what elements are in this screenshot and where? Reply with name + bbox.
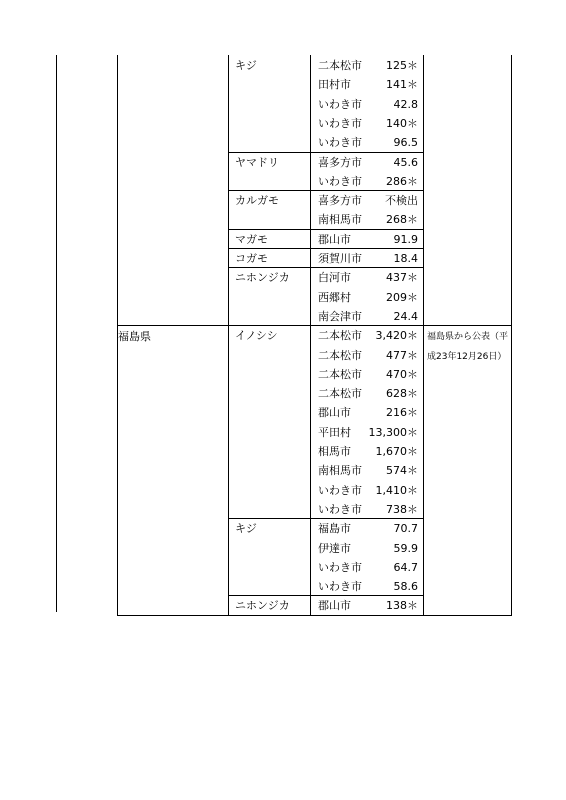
measurement-value: 24.4 (393, 309, 418, 323)
measurement-value: 470＊ (386, 367, 418, 381)
species-name: ニホンジカ (235, 271, 290, 285)
table-vertical-rule (228, 55, 229, 615)
species-name: ヤマドリ (235, 155, 279, 169)
table-vertical-rule (310, 55, 311, 615)
table-vertical-rule (56, 55, 57, 612)
species-name: イノシシ (235, 329, 278, 343)
source-note: 福島県から公表（平成23年12月26日） (427, 332, 509, 363)
measurement-city: 喜多方市 (318, 194, 362, 208)
measurement-city: 二本松市 (318, 348, 362, 362)
measurement-value: 59.9 (393, 541, 418, 555)
measurement-city: 二本松市 (318, 387, 362, 401)
measurement-city: いわき市 (318, 483, 362, 497)
measurement-value: 209＊ (386, 290, 418, 304)
measurement-value: 1,670＊ (375, 445, 418, 458)
measurement-city: 二本松市 (318, 367, 362, 381)
species-name: ニホンジカ (235, 599, 290, 613)
measurement-city: いわき市 (318, 502, 362, 516)
measurement-city: いわき市 (318, 136, 362, 150)
measurement-value: 64.7 (393, 560, 418, 574)
measurement-value: 18.4 (393, 252, 418, 265)
measurement-city: いわき市 (318, 116, 362, 130)
measurement-value: 628＊ (386, 387, 418, 401)
measurement-value: 45.6 (393, 155, 418, 169)
measurement-city: いわき市 (318, 97, 362, 111)
measurement-value: 141＊ (386, 78, 418, 92)
measurement-value: 96.5 (393, 136, 418, 150)
table-vertical-rule (511, 55, 512, 615)
measurement-value: 42.8 (393, 97, 418, 111)
measurement-value: 1,410＊ (375, 483, 418, 497)
species-name: コガモ (235, 252, 268, 265)
measurement-city: 二本松市 (318, 329, 362, 343)
measurement-value: 140＊ (386, 116, 418, 130)
measurement-city: 郡山市 (318, 599, 351, 613)
measurement-value: 738＊ (386, 502, 418, 516)
measurement-value: 268＊ (386, 213, 418, 227)
measurement-city: いわき市 (318, 560, 362, 574)
measurement-city: 南相馬市 (318, 213, 362, 227)
prefecture-cell: 福島県 (118, 330, 151, 344)
species-name: マガモ (235, 232, 268, 246)
measurement-value: 125＊ (386, 59, 418, 72)
measurement-city: 西郷村 (318, 290, 351, 304)
measurement-value: 437＊ (386, 271, 418, 285)
measurement-city: 田村市 (318, 78, 351, 92)
measurement-city: 須賀川市 (318, 252, 362, 265)
measurement-city: 相馬市 (318, 445, 351, 458)
measurement-value: 70.7 (393, 522, 418, 536)
table-horizontal-rule (117, 615, 512, 616)
measurement-value: 574＊ (386, 464, 418, 478)
species-name: キジ (235, 522, 257, 536)
measurement-value: 477＊ (386, 348, 418, 362)
measurement-city: 福島市 (318, 522, 351, 536)
measurement-city: 二本松市 (318, 59, 362, 72)
measurement-city: いわき市 (318, 580, 362, 594)
table-vertical-rule (423, 55, 424, 615)
table-horizontal-rule (117, 325, 512, 326)
measurement-value: 138＊ (386, 599, 418, 613)
measurement-city: 郡山市 (318, 232, 351, 246)
measurement-value: 不検出 (385, 194, 418, 208)
table-vertical-rule (117, 55, 118, 615)
species-name: キジ (235, 59, 257, 72)
measurement-city: 喜多方市 (318, 155, 362, 169)
measurement-value: 3,420＊ (375, 329, 418, 343)
measurement-city: いわき市 (318, 174, 362, 188)
measurement-city: 平田村 (318, 425, 351, 439)
measurement-city: 白河市 (318, 271, 351, 285)
measurement-city: 伊達市 (318, 541, 351, 555)
species-name: カルガモ (235, 194, 279, 208)
measurement-city: 郡山市 (318, 406, 351, 420)
measurement-value: 13,300＊ (368, 425, 418, 439)
measurement-value: 216＊ (386, 406, 418, 420)
measurement-city: 南会津市 (318, 309, 362, 323)
measurement-value: 58.6 (393, 580, 418, 594)
measurement-value: 91.9 (393, 232, 418, 246)
measurement-city: 南相馬市 (318, 464, 362, 478)
measurement-value: 286＊ (386, 174, 418, 188)
